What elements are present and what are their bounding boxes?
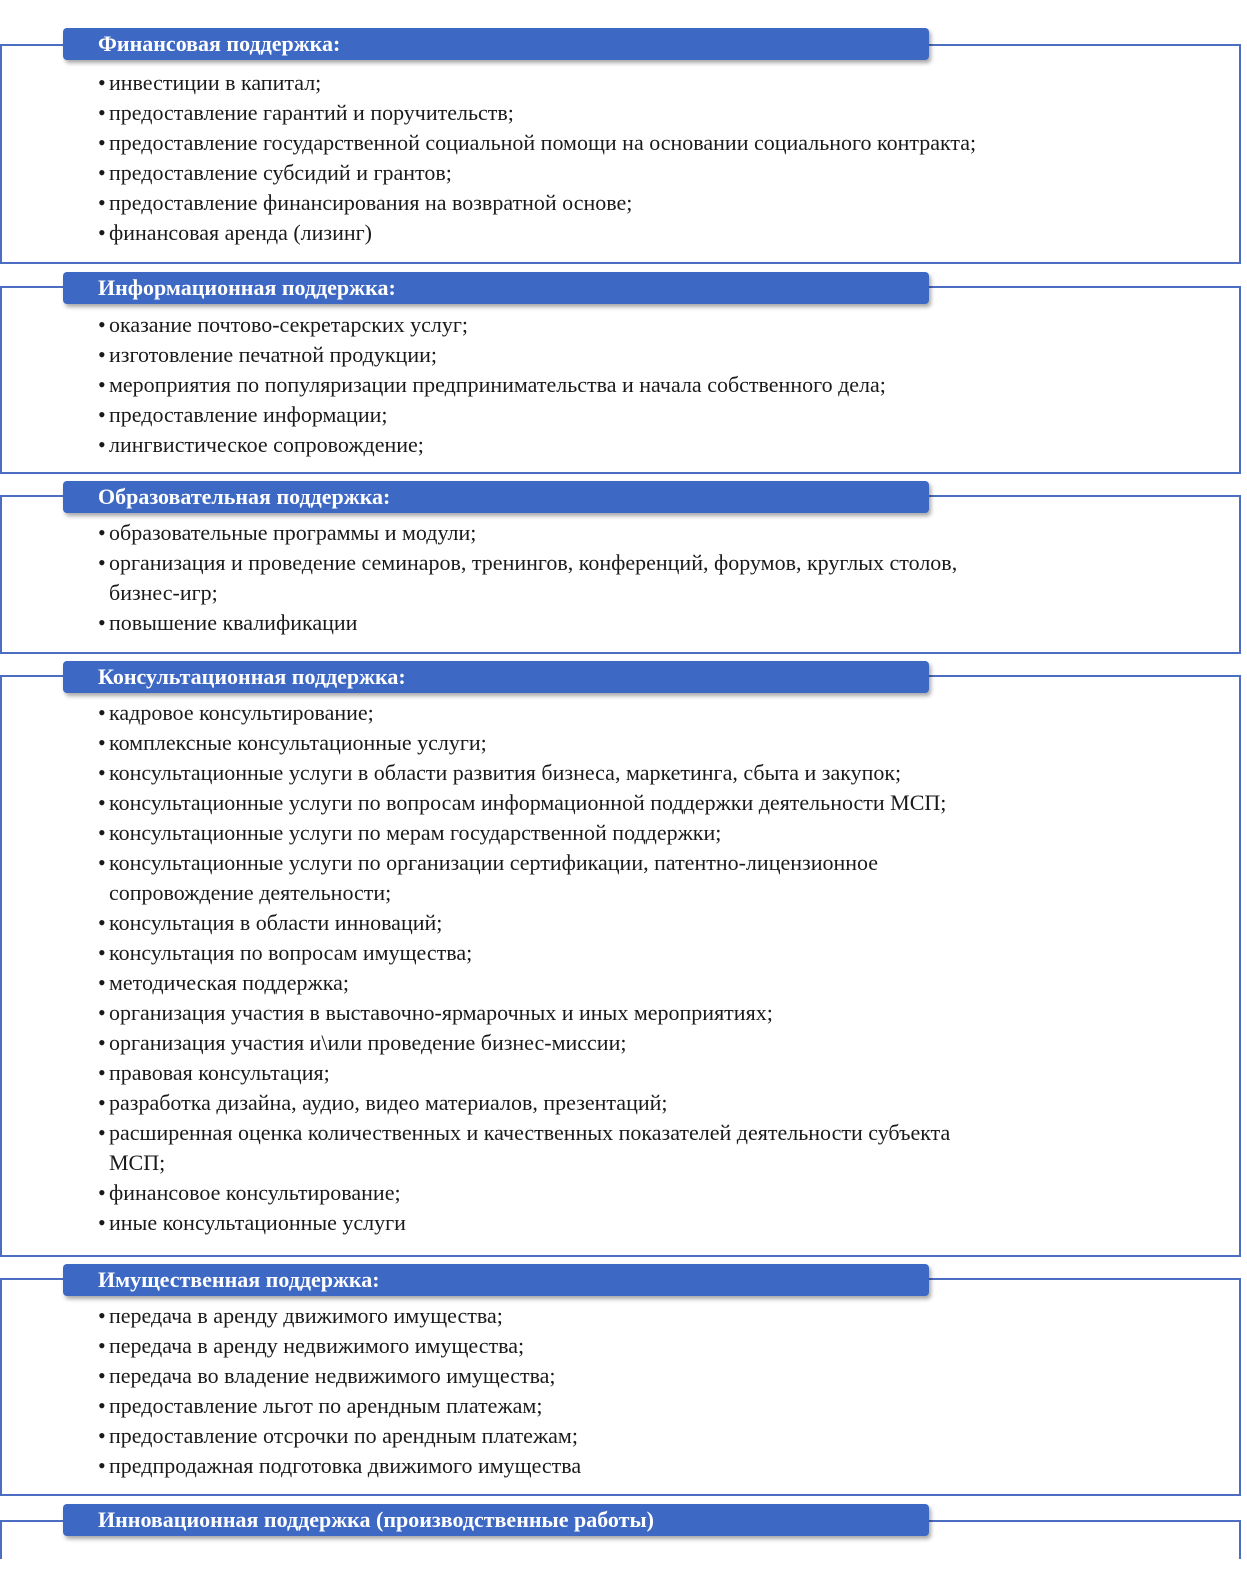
support-section (0, 28, 1241, 264)
list-item-text: • оказание почтово-секретарских услуг; (109, 312, 469, 337)
section-header (63, 272, 929, 304)
section-title: Имущественная поддержка: (98, 1267, 380, 1292)
list-item (98, 728, 950, 758)
list-item-text: • разработка дизайна, аудио, видео материалов, презентаций; (109, 1090, 668, 1115)
list-item (98, 400, 886, 430)
list-item-text: • иные консультационные услуги (109, 1210, 406, 1235)
support-section (0, 272, 1241, 474)
list-item (98, 128, 976, 158)
list-item-text: • организация и проведение семинаров, тренингов, конференций, форумов, круглых столов, (109, 550, 958, 575)
list-item-text: • консультационные услуги в области развития бизнеса, маркетинга, сбыта и закупок; (109, 760, 902, 785)
list-item-text: • кадровое консультирование; (109, 700, 374, 725)
list-item (98, 1421, 581, 1451)
list-item-text: • лингвистическое сопровождение; (109, 432, 424, 457)
list-item-text: сопровождение деятельности; (109, 880, 392, 905)
section-item-list (98, 68, 976, 248)
section-item-list (98, 310, 886, 460)
list-item (98, 1208, 950, 1238)
list-item-text: • комплексные консультационные услуги; (109, 730, 487, 755)
section-header (63, 1504, 929, 1536)
list-item (98, 1028, 950, 1058)
section-title: Инновационная поддержка (производственные работы) (98, 1507, 654, 1532)
support-section (0, 1264, 1241, 1496)
list-item-text: • предпродажная подготовка движимого имущества (109, 1453, 582, 1478)
list-item (98, 1391, 581, 1421)
list-item-text: • предоставление отсрочки по арендным платежам; (109, 1423, 578, 1448)
list-item-text: • консультационные услуги по вопросам информационной поддержки деятельности МСП; (109, 790, 947, 815)
section-item-list (98, 698, 950, 1238)
list-item (98, 430, 886, 460)
list-item (98, 1118, 950, 1178)
list-item-text: • образовательные программы и модули; (109, 520, 477, 545)
section-title: Консультационная поддержка: (98, 664, 406, 689)
list-item-text: • предоставление субсидий и грантов; (109, 160, 452, 185)
list-item-text: • передача в аренду движимого имущества; (109, 1303, 503, 1328)
list-item (98, 608, 957, 638)
list-item (98, 548, 957, 608)
list-item-text: • организация участия и\или проведение бизнес-миссии; (109, 1030, 627, 1055)
list-item (98, 1058, 950, 1088)
list-item-text: • консультация в области инноваций; (109, 910, 443, 935)
list-item (98, 218, 976, 248)
section-header (63, 661, 929, 693)
list-item (98, 1178, 950, 1208)
list-item-text: • передача во владение недвижимого имущества; (109, 1363, 556, 1388)
list-item (98, 188, 976, 218)
list-item-text: • предоставление финансирования на возвратной основе; (109, 190, 633, 215)
list-item (98, 1301, 581, 1331)
list-item (98, 158, 976, 188)
list-item (98, 1331, 581, 1361)
section-header (63, 1264, 929, 1296)
list-item-text: • предоставление гарантий и поручительств; (109, 100, 514, 125)
list-item (98, 370, 886, 400)
section-header (63, 28, 929, 60)
list-item-text: • методическая поддержка; (109, 970, 349, 995)
section-header (63, 481, 929, 513)
list-item-text: • предоставление государственной социальной помощи на основании социального контракта; (109, 130, 977, 155)
list-item (98, 68, 976, 98)
list-item (98, 968, 950, 998)
list-item-text: • передача в аренду недвижимого имущества; (109, 1333, 525, 1358)
list-item (98, 848, 950, 908)
list-item (98, 788, 950, 818)
list-item-text: • консультационные услуги по организации сертификации, патентно-лицензионное (109, 850, 879, 875)
support-section (0, 1504, 1241, 1559)
list-item (98, 518, 957, 548)
section-item-list (98, 1301, 581, 1481)
list-item (98, 938, 950, 968)
list-item (98, 340, 886, 370)
list-item (98, 1088, 950, 1118)
list-item (98, 1451, 581, 1481)
list-item-text: • консультация по вопросам имущества; (109, 940, 473, 965)
list-item-text: • предоставление информации; (109, 402, 388, 427)
section-item-list (98, 518, 957, 638)
list-item (98, 908, 950, 938)
list-item (98, 98, 976, 128)
list-item-text: МСП; (109, 1150, 166, 1175)
list-item (98, 698, 950, 728)
list-item-text: • инвестиции в капитал; (109, 70, 322, 95)
list-item-text: • расширенная оценка количественных и качественных показателей деятельности субъекта (109, 1120, 951, 1145)
list-item-text: • мероприятия по популяризации предпринимательства и начала собственного дела; (109, 372, 886, 397)
list-item (98, 758, 950, 788)
section-title: Информационная поддержка: (98, 275, 396, 300)
support-section (0, 481, 1241, 654)
list-item-text: • правовая консультация; (109, 1060, 330, 1085)
list-item-text: • предоставление льгот по арендным платежам; (109, 1393, 543, 1418)
list-item-text: • повышение квалификации (109, 610, 358, 635)
list-item-text: • организация участия в выставочно-ярмарочных и иных мероприятиях; (109, 1000, 773, 1025)
list-item (98, 818, 950, 848)
list-item-text: • финансовое консультирование; (109, 1180, 401, 1205)
list-item (98, 310, 886, 340)
list-item-text: • финансовая аренда (лизинг) (109, 220, 373, 245)
list-item-text: бизнес-игр; (109, 580, 218, 605)
list-item (98, 1361, 581, 1391)
list-item-text: • консультационные услуги по мерам государственной поддержки; (109, 820, 722, 845)
section-title: Финансовая поддержка: (98, 31, 341, 56)
list-item-text: • изготовление печатной продукции; (109, 342, 437, 367)
support-section (0, 661, 1241, 1257)
list-item (98, 998, 950, 1028)
section-title: Образовательная поддержка: (98, 484, 391, 509)
